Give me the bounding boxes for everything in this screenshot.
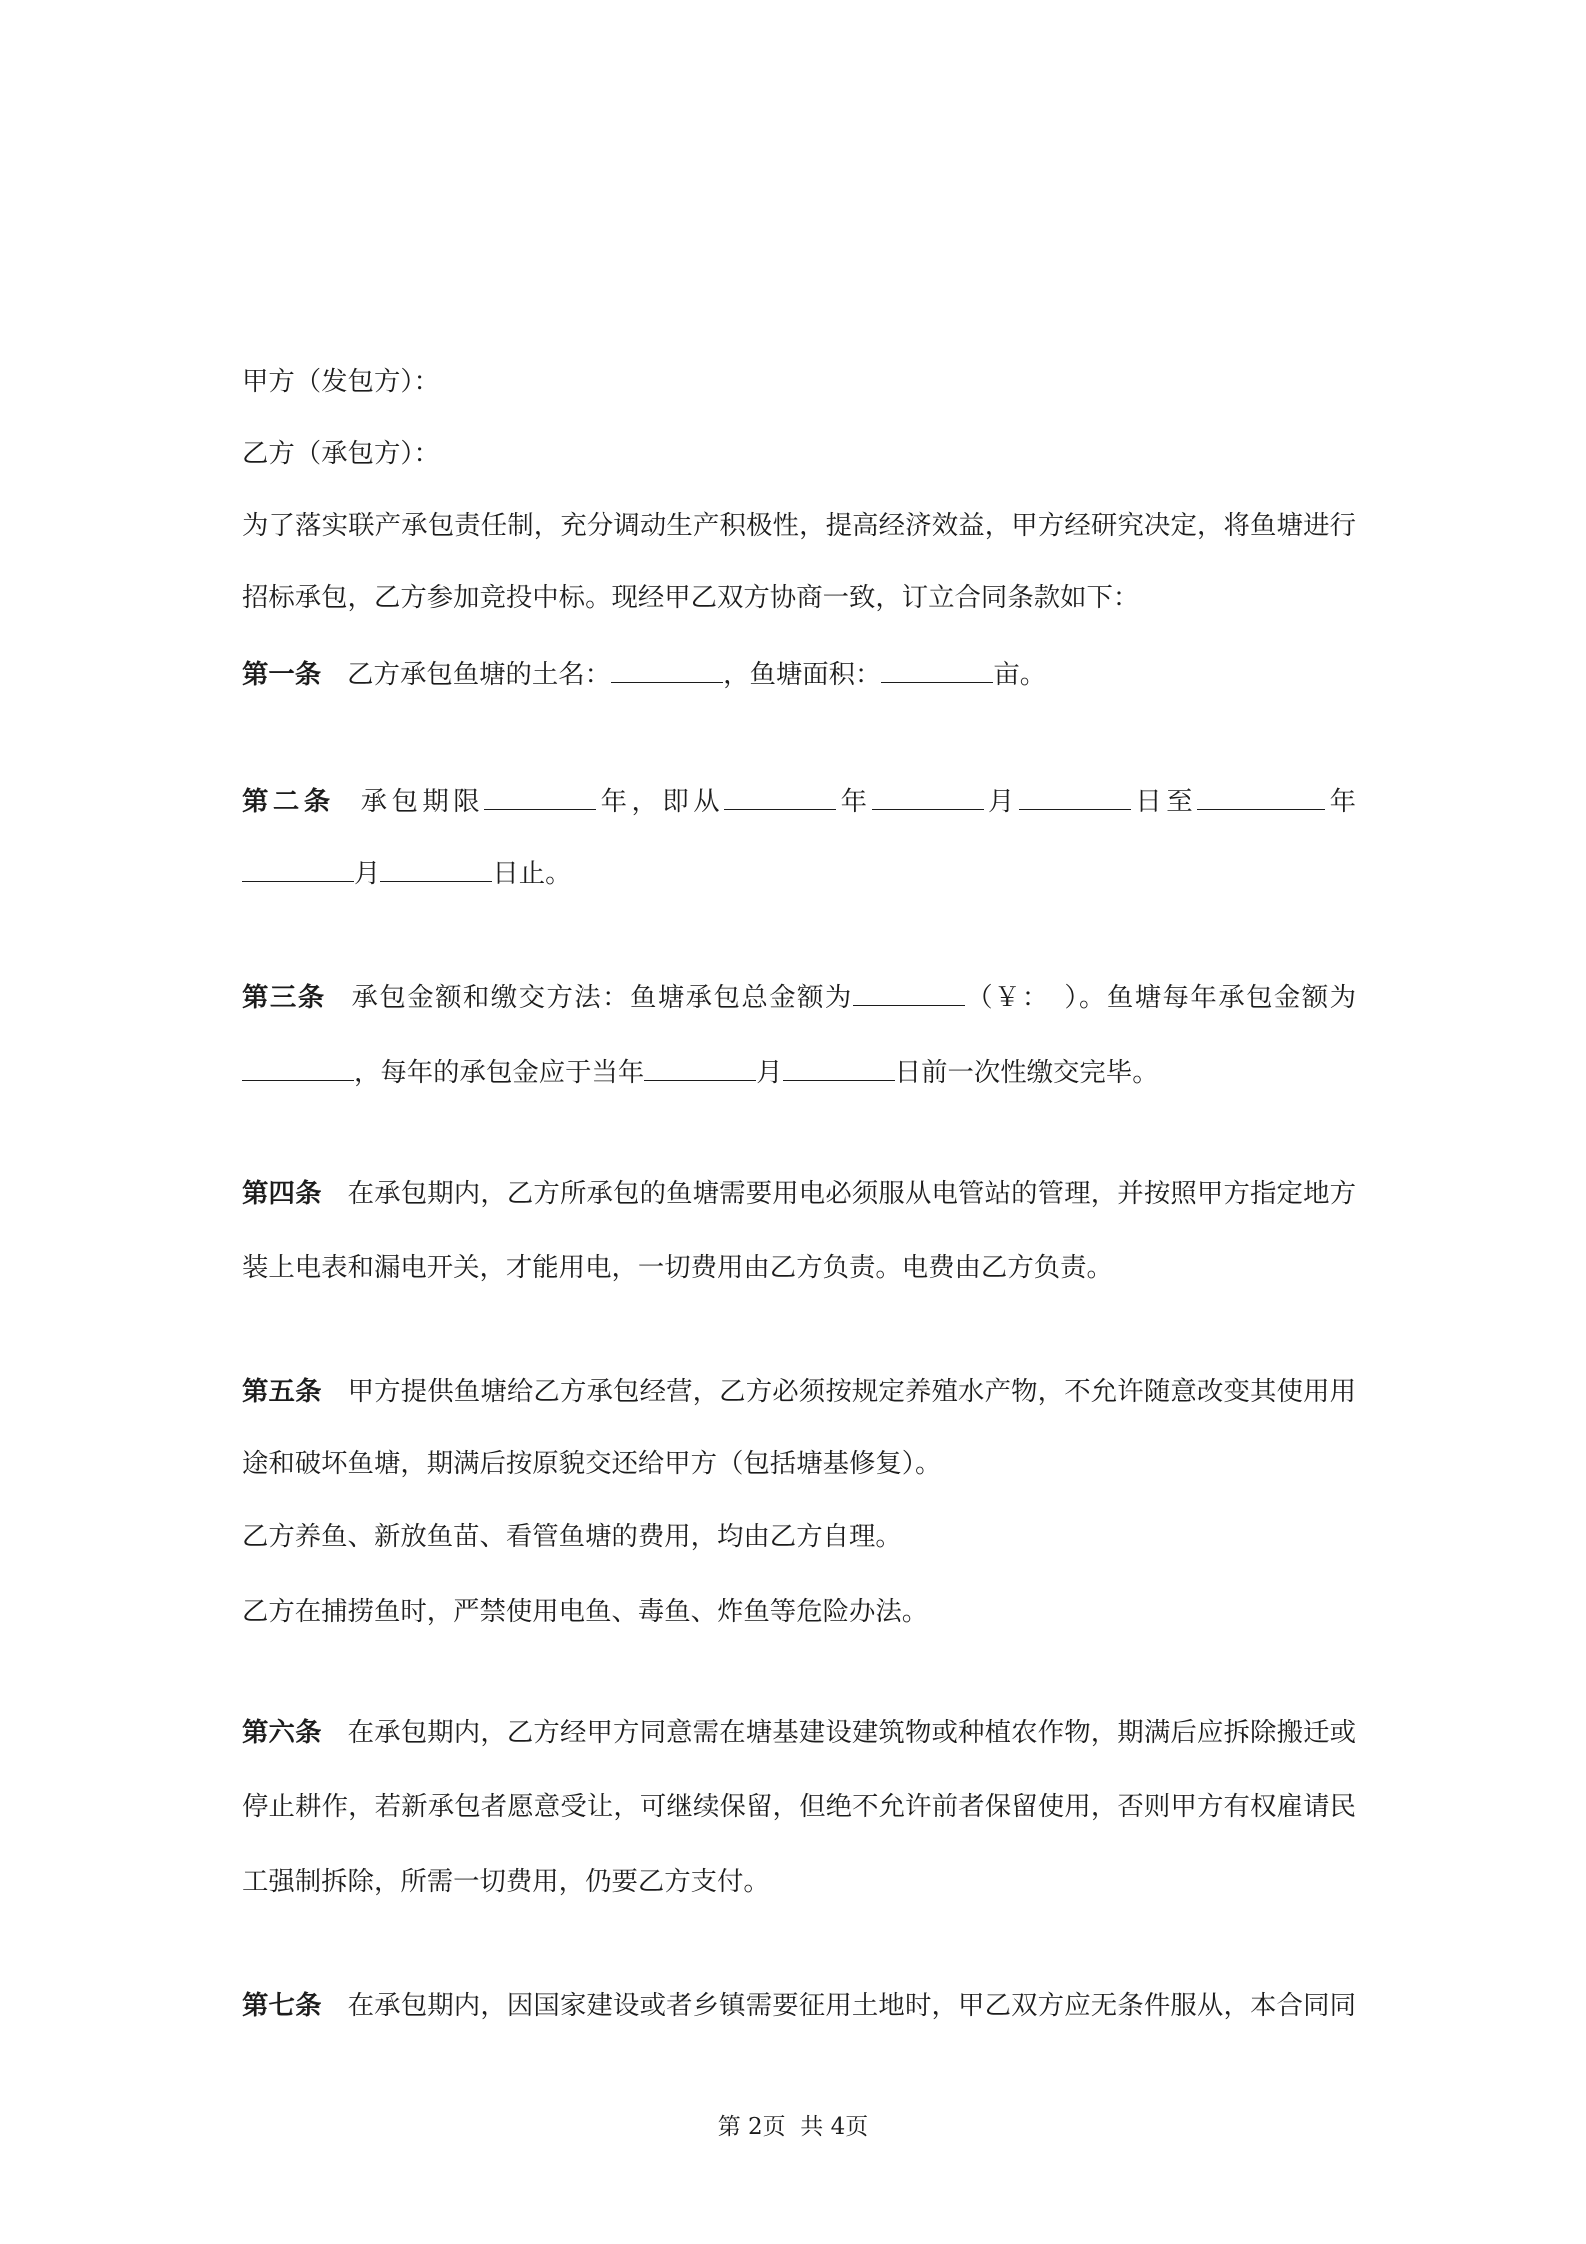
page-number-footer: 第 2页 共 4页 — [717, 2114, 869, 2140]
article-text: 乙方承包鱼塘的土名： — [347, 659, 612, 690]
article-text: 年 — [836, 786, 872, 817]
article-7-line-1 — [242, 1988, 1356, 2024]
article-text: ，鱼塘面积： — [723, 659, 882, 690]
article-label: 第三条 — [242, 982, 326, 1013]
article-label: 第一条 — [242, 659, 322, 690]
blank-field — [242, 1058, 354, 1081]
article-text: 甲方提供鱼塘给乙方承包经营，乙方必须按规定养殖水产物，不允许随意改变其使用用 — [347, 1376, 1356, 1407]
article-text: 月 — [983, 786, 1019, 817]
blank-field — [242, 859, 354, 882]
article-4-line-1 — [242, 1176, 1356, 1212]
article-label: 第七条 — [242, 1990, 322, 2021]
article-text: 在承包期内，因国家建设或者乡镇需要征用土地时，甲乙双方应无条件服从，本合同同 — [347, 1990, 1356, 2021]
article-1-line-1 — [242, 657, 1356, 693]
article-text: 日前一次性缴交完毕。 — [894, 1057, 1159, 1088]
article-3-line-2 — [242, 1055, 1356, 1091]
blank-field — [484, 787, 596, 810]
article-text: 日至 — [1130, 786, 1198, 817]
blank-field — [380, 859, 492, 882]
preamble-line-2: 招标承包，乙方参加竞投中标。现经甲乙双方协商一致，订立合同条款如下： — [242, 582, 1140, 613]
article-text: 月 — [354, 858, 381, 889]
blank-field — [1019, 787, 1131, 810]
article-label: 第四条 — [242, 1178, 322, 1209]
party-a-line: 甲方（发包方）： — [242, 366, 440, 397]
article-label: 第二条 — [242, 786, 335, 817]
article-label: 第五条 — [242, 1376, 322, 1407]
article-2-line-1 — [242, 784, 1356, 820]
blank-field — [881, 660, 993, 683]
article-5-line-4: 乙方在捕捞鱼时，严禁使用电鱼、毒鱼、炸鱼等危险办法。 — [242, 1596, 929, 1627]
blank-field — [611, 660, 723, 683]
article-text: 月 — [756, 1057, 783, 1088]
blank-field — [724, 787, 836, 810]
blank-field — [783, 1058, 895, 1081]
article-6-line-3: 工强制拆除，所需一切费用，仍要乙方支付。 — [242, 1866, 770, 1897]
article-3-line-1 — [242, 980, 1356, 1016]
article-4-line-2: 装上电表和漏电开关，才能用电，一切费用由乙方负责。电费由乙方负责。 — [242, 1252, 1113, 1283]
article-5-line-2: 途和破坏鱼塘，期满后按原貌交还给甲方（包括塘基修复）。 — [242, 1448, 942, 1479]
article-text: 在承包期内，乙方所承包的鱼塘需要用电必须服从电管站的管理，并按照甲方指定地方 — [347, 1178, 1356, 1209]
article-text: 在承包期内，乙方经甲方同意需在塘基建设建筑物或种植农作物，期满后应拆除搬迁或 — [347, 1717, 1356, 1748]
blank-field — [1197, 787, 1325, 810]
article-text: 亩。 — [993, 659, 1047, 690]
article-5-line-3: 乙方养鱼、新放鱼苗、看管鱼塘的费用，均由乙方自理。 — [242, 1521, 902, 1552]
article-text: 承包金额和缴交方法：鱼塘承包总金额为 — [351, 982, 853, 1013]
article-text: 年 — [1325, 786, 1356, 817]
blank-field — [853, 983, 965, 1006]
article-label: 第六条 — [242, 1717, 322, 1748]
article-6-line-1 — [242, 1715, 1356, 1751]
article-2-line-2 — [242, 856, 1356, 892]
preamble-line-1: 为了落实联产承包责任制，充分调动生产积极性，提高经济效益，甲方经研究决定，将鱼塘进行 — [242, 510, 1356, 541]
party-b-line: 乙方（承包方）： — [242, 438, 440, 469]
article-6-line-2: 停止耕作，若新承包者愿意受让，可继续保留，但绝不允许前者保留使用，否则甲方有权雇请民 — [242, 1791, 1356, 1822]
article-text: 承包期限 — [360, 786, 485, 817]
article-text: （￥： ）。鱼塘每年承包金额为 — [964, 982, 1356, 1013]
article-text: ，每年的承包金应于当年 — [354, 1057, 645, 1088]
article-text: 年，即从 — [596, 786, 725, 817]
article-text: 日止。 — [492, 858, 572, 889]
blank-field — [644, 1058, 756, 1081]
blank-field — [872, 787, 984, 810]
article-5-line-1 — [242, 1374, 1356, 1410]
